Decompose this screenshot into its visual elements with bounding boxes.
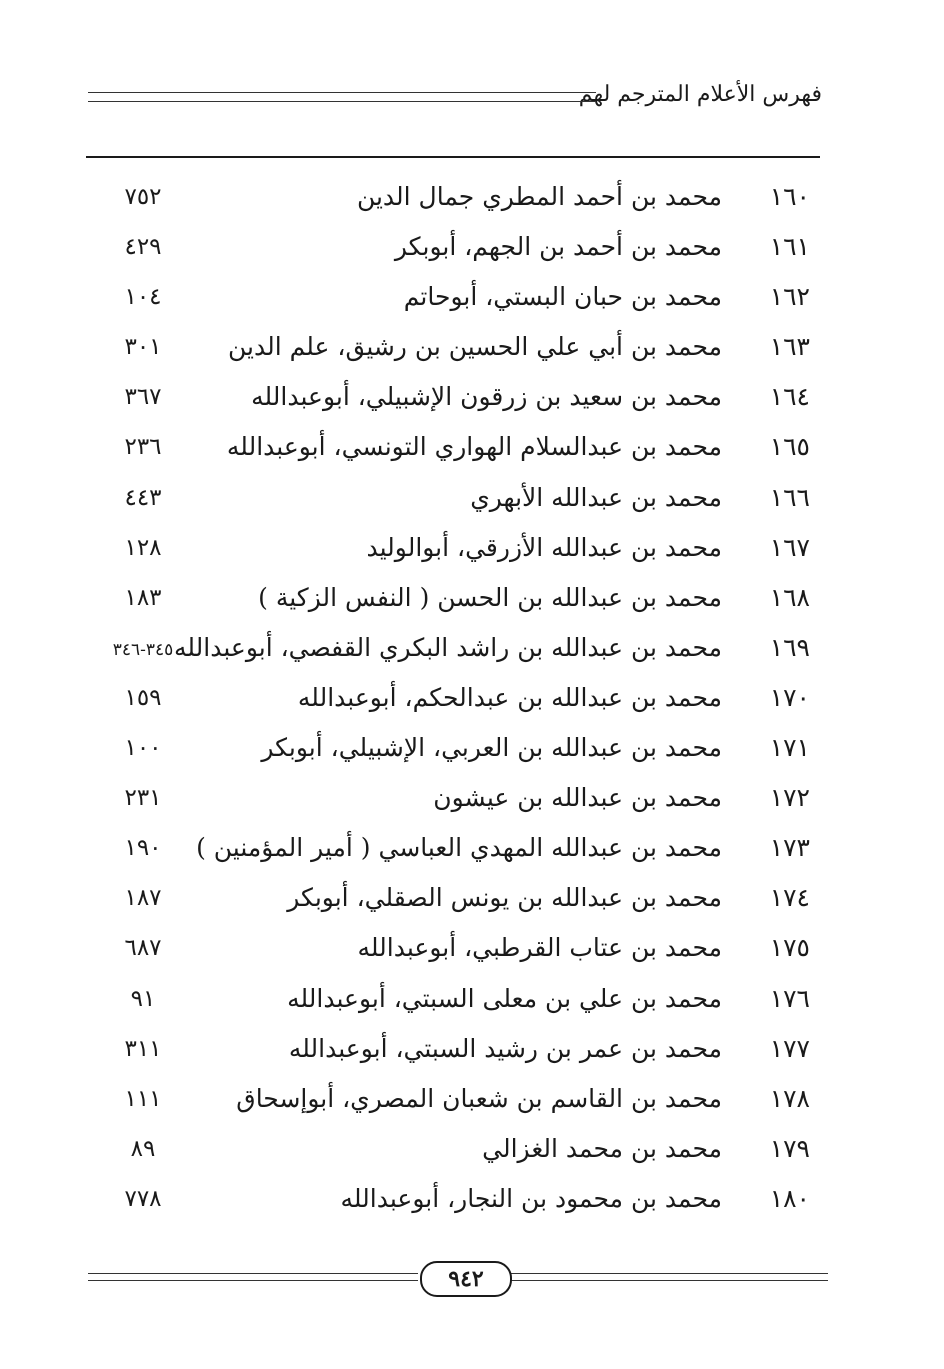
running-header-title: فهرس الأعلام المترجم لهم xyxy=(578,82,822,107)
entry-name: محمد بن القاسم بن شعبان المصري، أبوإسحاق xyxy=(236,1083,722,1113)
entry-name: محمد بن محمد الغزالي xyxy=(482,1133,722,1163)
index-entry xyxy=(0,627,944,677)
index-entry xyxy=(0,777,944,827)
entry-number: ١٦٢ xyxy=(769,282,810,312)
entry-page-ref: ١٢٨ xyxy=(124,534,162,561)
index-entry xyxy=(0,727,944,777)
entry-page-ref: ٢٣١ xyxy=(124,785,162,812)
entry-page-ref: ٣٠١ xyxy=(124,334,162,361)
entry-page-ref: ١٠٤ xyxy=(124,284,162,311)
index-entry xyxy=(0,527,944,577)
entry-number: ١٦٤ xyxy=(769,382,810,412)
entry-page-ref: ٤٤٣ xyxy=(124,484,162,511)
entry-page-ref: ٣١١ xyxy=(124,1035,162,1062)
entry-name: محمد بن أحمد بن الجهم، أبوبكر xyxy=(394,232,722,262)
entry-number: ١٧٤ xyxy=(769,883,810,913)
entry-page-ref: ٩١ xyxy=(130,985,156,1012)
entry-page-ref: ١٩٠ xyxy=(124,835,162,862)
entry-name: محمد بن أبي علي الحسين بن رشيق، علم الدين xyxy=(228,332,722,362)
index-entry xyxy=(0,927,944,977)
entry-number: ١٧١ xyxy=(769,733,810,763)
entry-name: محمد بن سعيد بن زرقون الإشبيلي، أبوعبدالله xyxy=(251,382,722,412)
entry-name: محمد بن علي بن معلى السبتي، أبوعبدالله xyxy=(287,983,722,1013)
page-number: ٩٤٢ xyxy=(420,1261,512,1297)
index-list xyxy=(0,176,944,1228)
entry-page-ref: ٧٥٢ xyxy=(124,184,162,210)
entry-name: محمد بن محمود بن النجار، أبوعبدالله xyxy=(340,1183,722,1213)
entry-name: محمد بن عبدالله بن يونس الصقلي، أبوبكر xyxy=(287,883,722,913)
index-entry xyxy=(0,677,944,727)
entry-name: محمد بن عبدالله المهدي العباسي ( أمير المؤمنين ) xyxy=(196,833,722,863)
entry-page-ref: ٣٦٧ xyxy=(124,384,162,411)
entry-name: محمد بن حبان البستي، أبوحاتم xyxy=(403,282,722,312)
index-entry xyxy=(0,276,944,326)
entry-name: محمد بن عمر بن رشيد السبتي، أبوعبدالله xyxy=(288,1033,722,1063)
entry-number: ١٧٠ xyxy=(769,682,810,712)
entry-name: محمد بن عبدالله بن راشد البكري القفصي، أبوعبدالله xyxy=(174,632,722,662)
entry-page-ref: ١١١ xyxy=(124,1085,162,1112)
index-entry xyxy=(0,978,944,1028)
index-entry xyxy=(0,1028,944,1078)
entry-name: محمد بن عبدالله الأبهري xyxy=(470,482,722,512)
index-entry xyxy=(0,426,944,476)
entry-number: ١٦٦ xyxy=(769,482,810,512)
entry-number: ١٦٧ xyxy=(769,532,810,562)
entry-number: ١٧٢ xyxy=(769,783,810,813)
index-entry xyxy=(0,577,944,627)
entry-page-ref: ١٨٣ xyxy=(124,584,162,611)
entry-page-ref: ٧٧٨ xyxy=(124,1185,162,1212)
entry-page-ref: ١٥٩ xyxy=(124,684,162,711)
index-entry xyxy=(0,1128,944,1178)
entry-number: ١٧٧ xyxy=(769,1033,810,1063)
index-entry xyxy=(0,1178,944,1228)
entry-name: محمد بن عبدالسلام الهواري التونسي، أبوعبدالله xyxy=(226,432,722,462)
entry-page-ref: ١٨٧ xyxy=(124,885,162,912)
entry-number: ١٨٠ xyxy=(769,1183,810,1213)
entry-page-ref: ١٠٠ xyxy=(124,735,162,762)
entry-name: محمد بن أحمد المطري جمال الدين xyxy=(356,182,722,211)
entry-number: ١٦٥ xyxy=(769,432,810,462)
index-entry xyxy=(0,1078,944,1128)
entry-number: ١٧٨ xyxy=(769,1083,810,1113)
entry-name: محمد بن عبدالله بن الحسن ( النفس الزكية ) xyxy=(258,582,722,612)
entry-page-ref: ٦٨٧ xyxy=(124,935,162,962)
entry-number: ١٦١ xyxy=(769,232,810,262)
entry-name: محمد بن عبدالله بن العربي، الإشبيلي، أبوبكر xyxy=(261,733,722,763)
entry-number: ١٦٠ xyxy=(769,182,810,211)
entry-number: ١٦٨ xyxy=(769,582,810,612)
entry-page-ref: ٢٣٦ xyxy=(124,434,162,461)
index-entry xyxy=(0,226,944,276)
entry-number: ١٦٣ xyxy=(769,332,810,362)
entry-number: ١٧٣ xyxy=(769,833,810,863)
entry-name: محمد بن عبدالله الأزرقي، أبوالوليد xyxy=(366,532,722,562)
entry-number: ١٧٥ xyxy=(769,933,810,963)
header-rule xyxy=(86,156,820,158)
index-entry xyxy=(0,326,944,376)
index-entry xyxy=(0,877,944,927)
entry-number: ١٧٩ xyxy=(769,1133,810,1163)
entry-page-ref: ٣٤٥-٣٤٦ xyxy=(112,639,174,660)
entry-number: ١٧٦ xyxy=(769,983,810,1013)
index-entry xyxy=(0,176,944,226)
index-entry xyxy=(0,827,944,877)
entry-name: محمد بن عبدالله بن عيشون xyxy=(433,783,722,813)
header-ornament-lines xyxy=(88,92,596,102)
entry-name: محمد بن عتاب القرطبي، أبوعبدالله xyxy=(357,933,722,963)
entry-name: محمد بن عبدالله بن عبدالحكم، أبوعبدالله xyxy=(297,682,722,712)
footer-ornament-lines-right xyxy=(508,1273,828,1281)
entry-page-ref: ٤٢٩ xyxy=(124,234,162,261)
index-entry xyxy=(0,376,944,426)
entry-page-ref: ٨٩ xyxy=(130,1135,156,1162)
entry-number: ١٦٩ xyxy=(769,632,810,662)
footer-ornament-lines-left xyxy=(88,1273,418,1281)
index-entry xyxy=(0,477,944,527)
